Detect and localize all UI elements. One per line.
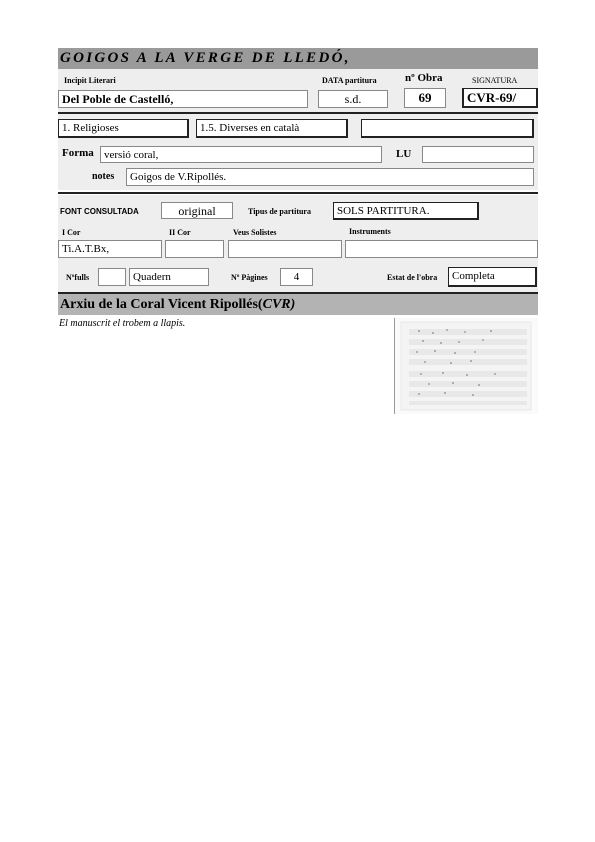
classification-extra-field[interactable] <box>361 119 534 138</box>
archive-band <box>58 292 538 315</box>
archive-title: Arxiu de la Coral Vicent Ripollés(CVR) <box>60 297 296 312</box>
tipus-partitura-label: Tipus de partitura <box>248 207 311 216</box>
npagines-label: Nº Pàgines <box>231 273 268 282</box>
font-consultada-field[interactable]: original <box>161 202 233 219</box>
data-label: DATA partitura <box>322 76 377 85</box>
format-field[interactable]: Quadern <box>129 268 209 286</box>
lu-field[interactable] <box>422 146 534 163</box>
num-obra-field[interactable]: 69 <box>404 88 446 108</box>
data-field[interactable]: s.d. <box>318 90 388 108</box>
nfulls-field[interactable] <box>98 268 126 286</box>
lu-label: LU <box>396 148 412 160</box>
signatura-field[interactable]: CVR-69/ <box>462 88 538 108</box>
tipus-partitura-field[interactable]: SOLS PARTITURA. <box>333 202 479 220</box>
incipit-label: Incipit Literari <box>64 76 116 85</box>
score-thumbnail[interactable] <box>394 318 538 414</box>
instruments-label: Instruments <box>349 227 391 236</box>
notes-label: notes <box>92 171 115 182</box>
forma-label: Forma <box>62 147 94 159</box>
title-band <box>58 48 538 69</box>
forma-field[interactable]: versió coral, <box>100 146 382 163</box>
estat-field[interactable]: Completa <box>448 267 537 287</box>
i-cor-field[interactable]: Ti.A.T.Bx, <box>58 240 162 258</box>
estat-label: Estat de l'obra <box>387 273 438 282</box>
page-title: GOIGOS A LA VERGE DE LLEDÓ, <box>60 50 351 66</box>
divider-2 <box>58 192 538 194</box>
npagines-field[interactable]: 4 <box>280 268 313 286</box>
solistes-field[interactable] <box>228 240 342 258</box>
category-field[interactable]: 1. Religioses <box>58 119 189 138</box>
instruments-field[interactable] <box>345 240 538 258</box>
font-consultada-label: FONT CONSULTADA <box>60 207 139 216</box>
subcategory-field[interactable]: 1.5. Diverses en català <box>196 119 348 138</box>
num-obra-label: nº Obra <box>405 72 443 84</box>
nfulls-label: Nºfulls <box>66 273 90 282</box>
solistes-label: Veus Solistes <box>233 228 277 237</box>
incipit-field[interactable]: Del Poble de Castelló, <box>58 90 308 108</box>
signatura-label: SIGNATURA <box>472 76 518 85</box>
manuscript-image <box>395 318 537 414</box>
i-cor-label: I Cor <box>62 228 81 237</box>
notes-field[interactable]: Goigos de V.Ripollés. <box>126 168 534 186</box>
ii-cor-label: II Cor <box>169 228 191 237</box>
ii-cor-field[interactable] <box>165 240 224 258</box>
divider-1 <box>58 112 538 114</box>
comment-text: El manuscrit el trobem a llapis. <box>59 318 186 329</box>
